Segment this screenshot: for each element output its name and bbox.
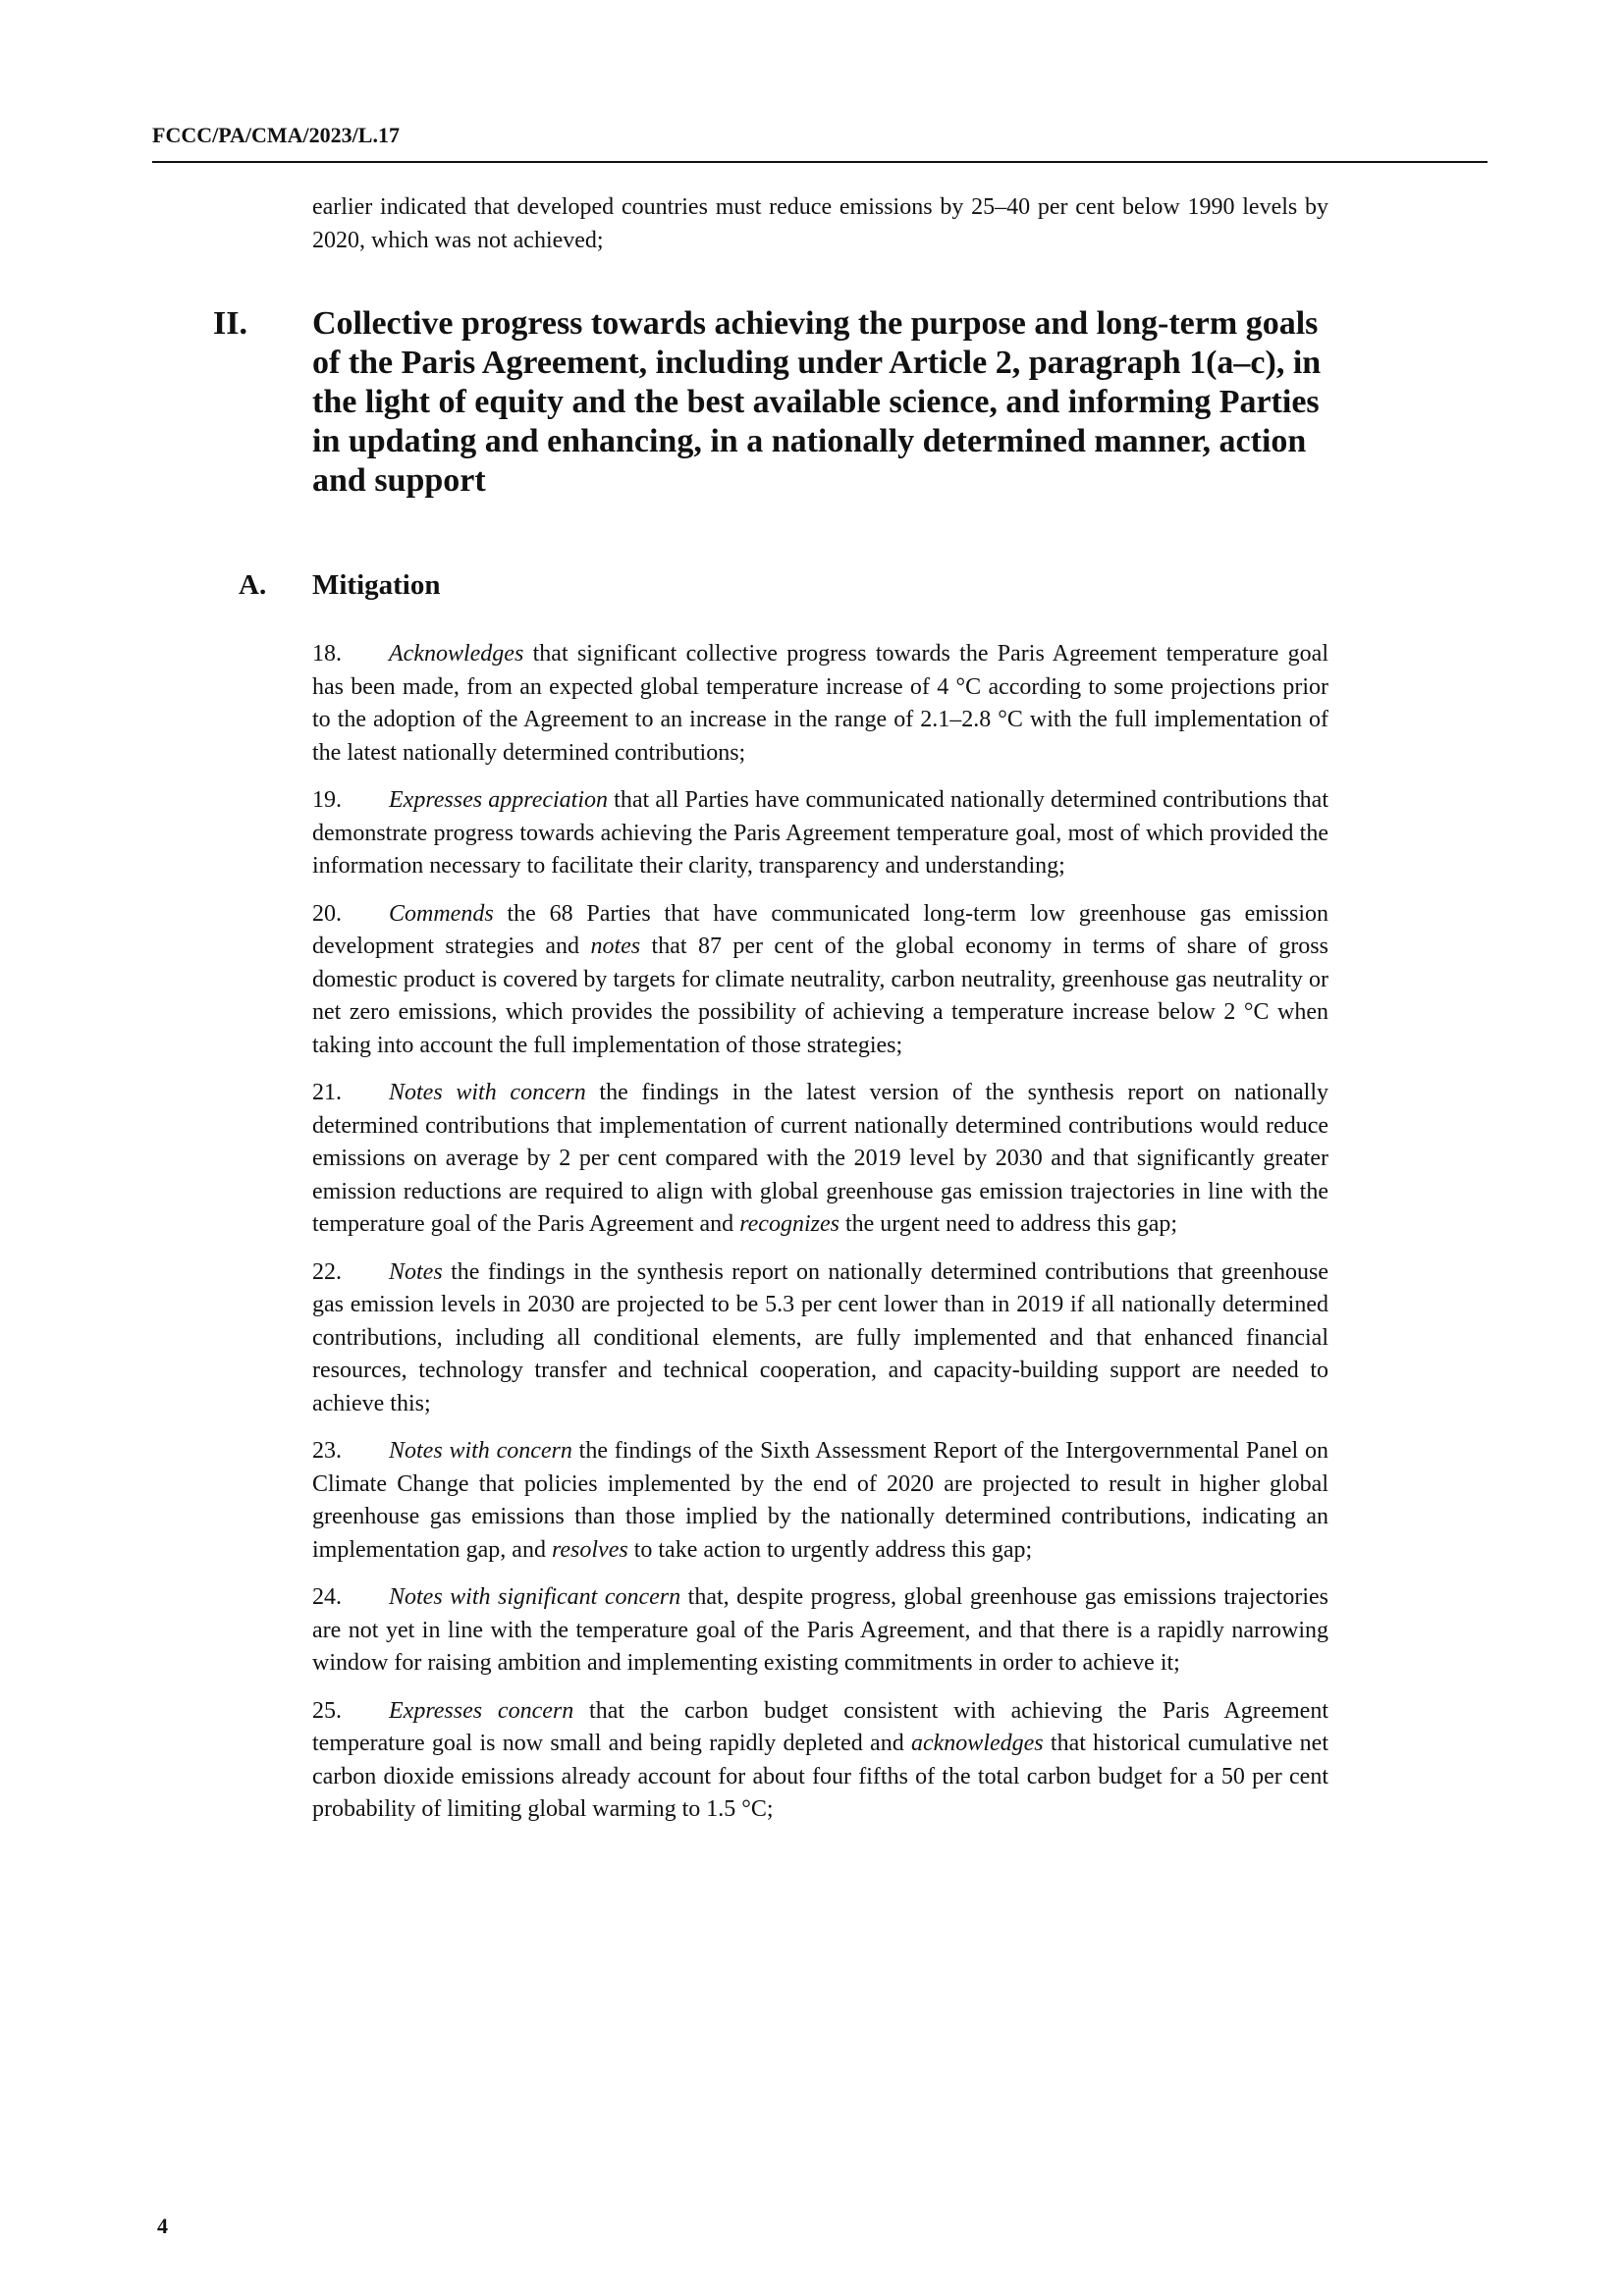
paragraph-21 bbox=[312, 1077, 1328, 1242]
paragraph-lead: Notes with concern bbox=[389, 1438, 572, 1464]
paragraph-text: that significant collective progress towards the Paris Agreement temperature goal has been made, from an expected global temperature increase of 4 °C according to some projections prior to the adoption of the Agreement to an increase in the range of 2.1–2.8 °C with the full implementation of the latest nationally determined contributions; bbox=[312, 641, 1328, 766]
paragraph-24 bbox=[312, 1581, 1328, 1681]
paragraph-number: 19. bbox=[312, 787, 342, 813]
paragraph-text-continued: that historical cumulative net carbon dioxide emissions already account for about four fifths of the total carbon budget for a 50 per cent probability of limiting global warming to 1.5 °C; bbox=[312, 1731, 1329, 1822]
paragraph-text: the findings of the Sixth Assessment Report of the Intergovernmental Panel on Climate Change that policies implemented by the end of 2020 are projected to result in higher global greenhouse gas emissions than those implied by the nationally determined contributions, indicating an implementation gap, and bbox=[312, 1438, 1328, 1563]
paragraph-text: the findings in the latest version of the synthesis report on nationally determined contributions that implementation of current nationally determined contributions would reduce emissions on average by 2 per cent compared with the 2019 level by 2030 and that significantly greater emission reductions are required to align with global greenhouse gas emission trajectories in line with the temperature goal of the Paris Agreement and bbox=[312, 1080, 1328, 1237]
paragraph-text: the findings in the synthesis report on nationally determined contributions that greenhouse gas emission levels in 2030 are projected to be 5.3 per cent lower than in 2019 if all nationally determined contributions, including all conditional elements, are fully implemented and that enhanced financial resources, technology transfer and technical cooperation, and capacity-building support are needed to achieve this; bbox=[312, 1258, 1328, 1416]
page-header bbox=[152, 122, 1488, 163]
paragraph-lead: Notes bbox=[389, 1258, 443, 1285]
continuation-text: earlier indicated that developed countries must reduce emissions by 25–40 per cent below 1990 levels by 2020, which was not achieved; bbox=[312, 194, 1328, 253]
paragraph-18 bbox=[312, 638, 1328, 770]
paragraph-22 bbox=[312, 1256, 1328, 1421]
paragraph-lead: Notes with significant concern bbox=[389, 1584, 681, 1610]
document-symbol: FCCC/PA/CMA/2023/L.17 bbox=[152, 123, 400, 147]
continuation-block bbox=[312, 191, 1328, 272]
paragraph-number: 20. bbox=[312, 900, 342, 927]
chapter-title: Collective progress towards achieving the purpose and long-term goals of the Paris Agreement, including under Article 2, paragraph 1(a–c), in the light of equity and the best available science, and informing Parties in updating and enhancing, in a nationally determined manner, action and support bbox=[312, 305, 1322, 499]
paragraph-number: 23. bbox=[312, 1438, 342, 1464]
paragraph-emphasis: resolves bbox=[551, 1536, 628, 1563]
paragraph-lead: Acknowledges bbox=[389, 641, 524, 667]
page-number: 4 bbox=[157, 2214, 168, 2238]
section-letter: A. bbox=[239, 569, 267, 601]
paragraph-text-continued: that 87 per cent of the global economy in terms of share of gross domestic product is covered by targets for climate neutrality, carbon neutrality, greenhouse gas neutrality or net zero emissions, which provides the possibility of achieving a temperature increase below 2 °C when taking into account the full implementation of those strategies; bbox=[312, 934, 1328, 1058]
paragraph-text-continued: to take action to urgently address this gap; bbox=[627, 1536, 1033, 1563]
paragraph-lead: Commends bbox=[389, 900, 494, 927]
chapter-number: II. bbox=[213, 305, 247, 342]
paragraph-20 bbox=[312, 898, 1328, 1063]
paragraph-emphasis: acknowledges bbox=[911, 1731, 1044, 1756]
paragraph-number: 18. bbox=[312, 641, 342, 667]
paragraph-number: 25. bbox=[312, 1697, 342, 1724]
paragraph-19 bbox=[312, 784, 1328, 883]
section-title: Mitigation bbox=[312, 569, 441, 601]
paragraph-lead: Expresses concern bbox=[389, 1697, 574, 1724]
paragraph-text-continued: the urgent need to address this gap; bbox=[839, 1211, 1178, 1237]
paragraph-emphasis: recognizes bbox=[739, 1211, 839, 1237]
paragraph-lead: Expresses appreciation bbox=[389, 787, 609, 813]
paragraph-emphasis: notes bbox=[590, 934, 641, 959]
paragraph-text: that the carbon budget consistent with achieving the Paris Agreement temperature goal is now small and being rapidly depleted and bbox=[312, 1697, 1328, 1756]
paragraph-number: 21. bbox=[312, 1080, 342, 1105]
paragraph-lead: Notes with concern bbox=[389, 1080, 586, 1105]
paragraph-list bbox=[312, 638, 1328, 1842]
paragraph-number: 22. bbox=[312, 1258, 342, 1285]
paragraph-text: that, despite progress, global greenhouse gas emissions trajectories are not yet in line with the temperature goal of the Paris Agreement, and that there is a rapidly narrowing window for raising ambition and implementing existing commitments in order to achieve it; bbox=[312, 1584, 1329, 1676]
paragraph-text: that all Parties have communicated nationally determined contributions that demonstrate progress towards achieving the Paris Agreement temperature goal, most of which provided the information necessary to facilitate their clarity, transparency and understanding; bbox=[312, 787, 1328, 879]
paragraph-number: 24. bbox=[312, 1584, 342, 1610]
paragraph-text: the 68 Parties that have communicated long-term low greenhouse gas emission development strategies and bbox=[312, 900, 1328, 959]
paragraph-25 bbox=[312, 1695, 1328, 1827]
paragraph-23 bbox=[312, 1435, 1328, 1567]
